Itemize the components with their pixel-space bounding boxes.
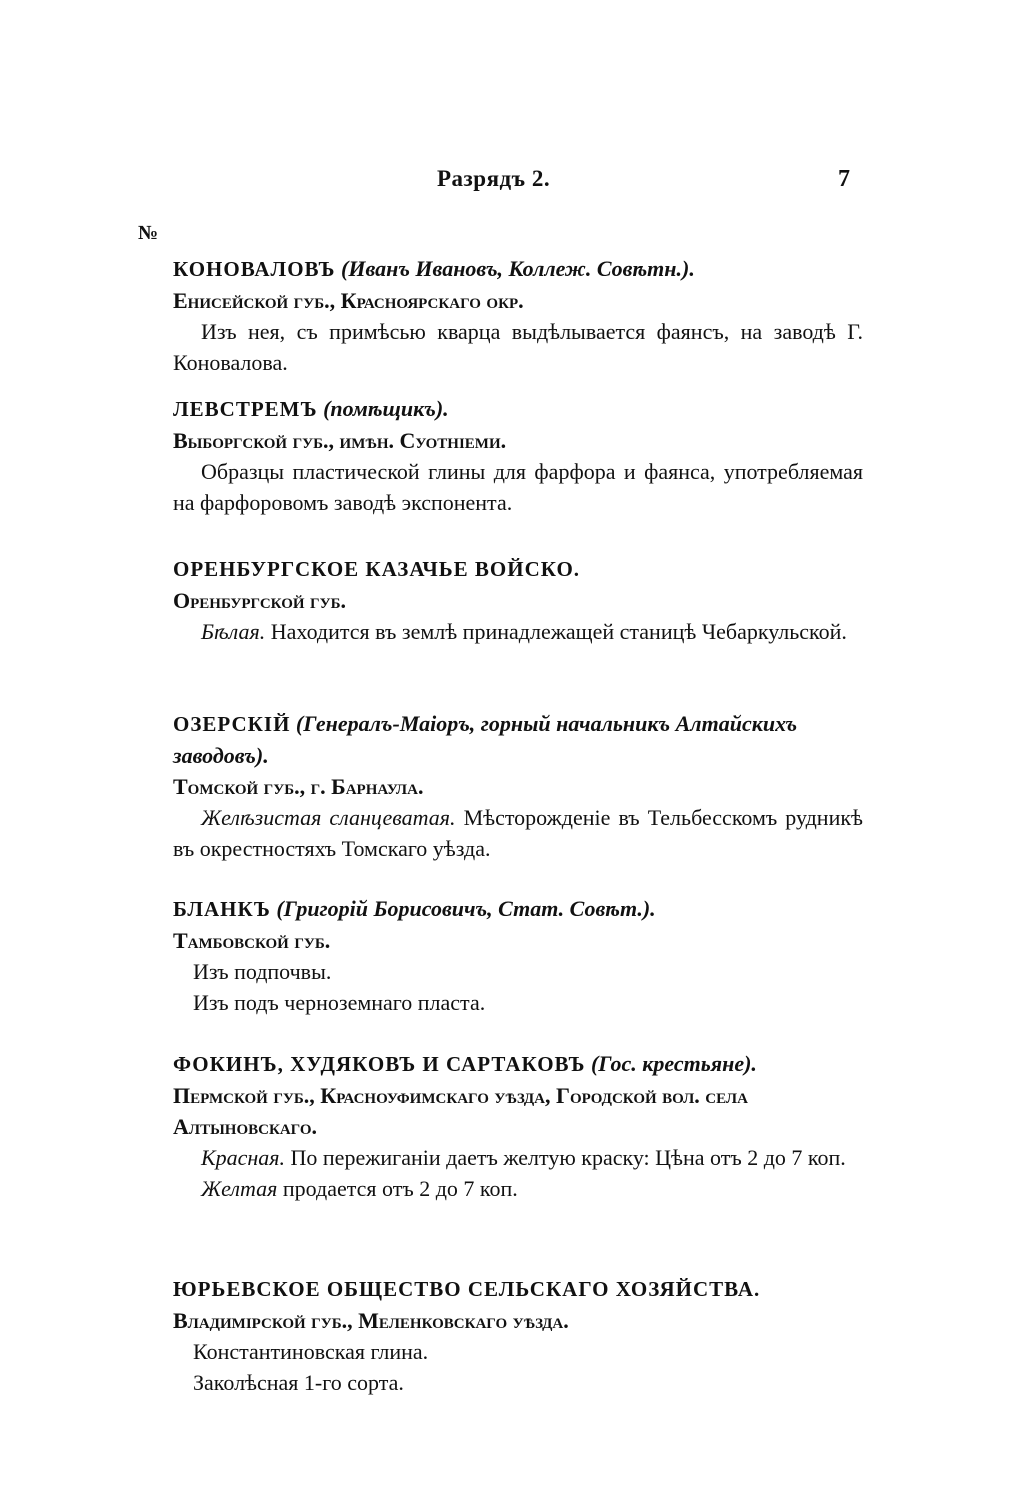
exhibitor-name: ОЗЕРСКІЙ (173, 712, 291, 736)
entry-konovalov (173, 253, 863, 393)
exhibitor-name: ЮРЬЕВСКОЕ ОБЩЕСТВО СЕЛЬСКАГО ХОЗЯЙСТВА. (173, 1277, 761, 1301)
description (173, 802, 863, 864)
exhibitor-role: (Иванъ Ивановъ, Коллеж. Совѣтн.). (341, 256, 695, 281)
exhibitor-role: (Григорій Борисовичъ, Стат. Совѣт.). (276, 896, 656, 921)
location: Выборгской губ., имѣн. Суотніеми. (173, 428, 507, 453)
sample-item: Заколѣсная 1-го сорта. (193, 1370, 404, 1395)
entry-blank (173, 893, 863, 1048)
location: Владимірской губ., Меленковскаго уѣзда. (173, 1308, 569, 1333)
exhibitor-name: БЛАНКЪ (173, 897, 271, 921)
description-text: По пережиганіи даетъ желтую краску: Цѣна отъ 2 до 7 коп. (290, 1145, 846, 1170)
entry-heading (173, 1273, 863, 1305)
description (173, 1173, 863, 1204)
location: Енисейской губ., Красноярскаго окр. (173, 288, 524, 313)
entry-ozersky (173, 708, 863, 893)
page-number: 7 (838, 166, 850, 192)
entries-list (173, 253, 863, 1398)
entry-heading (173, 1048, 863, 1080)
exhibitor-role: (Гос. крестьяне). (590, 1051, 757, 1076)
description-text: Находится въ землѣ принадлежащей станицѣ Чебаркульской. (270, 619, 847, 644)
clay-type: Желтая (201, 1176, 278, 1201)
location: Пермской губ., Красноуфимскаго уѣзда, Городской вол. села Алтыновскаго. (173, 1083, 748, 1139)
entry-heading (173, 253, 863, 285)
exhibitor-role: (помѣщикъ). (323, 396, 449, 421)
exhibitor-name: ФОКИНЪ, ХУДЯКОВЪ И САРТАКОВЪ (173, 1052, 586, 1076)
entry-heading (173, 553, 863, 585)
entry-heading (173, 393, 863, 425)
description (173, 616, 863, 647)
sample-item: Изъ подъ черноземнаго пласта. (193, 990, 486, 1015)
exhibitor-name: ОРЕНБУРГСКОЕ КАЗАЧЬЕ ВОЙСКО. (173, 557, 581, 581)
clay-type: Желѣзистая сланцеватая. (201, 805, 456, 830)
location: Томской губ., г. Барнаула. (173, 774, 424, 799)
sample-item: Изъ подпочвы. (193, 959, 332, 984)
exhibitor-name: ЛЕВСТРЕМЪ (173, 397, 318, 421)
entry-levstrem (173, 393, 863, 553)
entry-yuryev-society (173, 1273, 863, 1398)
sample-item: Константиновская глина. (193, 1339, 429, 1364)
clay-type: Красная. (201, 1145, 286, 1170)
location: Оренбургской губ. (173, 588, 346, 613)
entry-heading (173, 708, 863, 771)
entry-heading (173, 893, 863, 925)
exhibitor-role: (Генералъ-Маіоръ, горный начальникъ Алтайскихъ заводовъ). (173, 711, 798, 768)
clay-type: Бѣлая. (201, 619, 266, 644)
description: Изъ нея, съ примѣсью кварца выдѣлывается фаянсъ, на заводѣ Г. Коновалова. (173, 319, 863, 375)
description (173, 1142, 863, 1173)
exhibitor-name: КОНОВАЛОВЪ (173, 257, 336, 281)
number-sign: № (138, 222, 159, 244)
description: Образцы пластической глины для фарфора и фаянса, употребляемая на фарфоровомъ заводѣ экспонента. (173, 459, 863, 515)
description-text: Мѣсторожденіе въ Тельбесскомъ рудникѣ въ окрестностяхъ Томскаго уѣзда. (173, 805, 863, 861)
running-head: Разрядъ 2. (437, 166, 551, 191)
entry-fokin (173, 1048, 863, 1273)
entry-orenburg (173, 553, 863, 708)
description-text: продается отъ 2 до 7 коп. (282, 1176, 518, 1201)
location: Тамбовской губ. (173, 928, 331, 953)
